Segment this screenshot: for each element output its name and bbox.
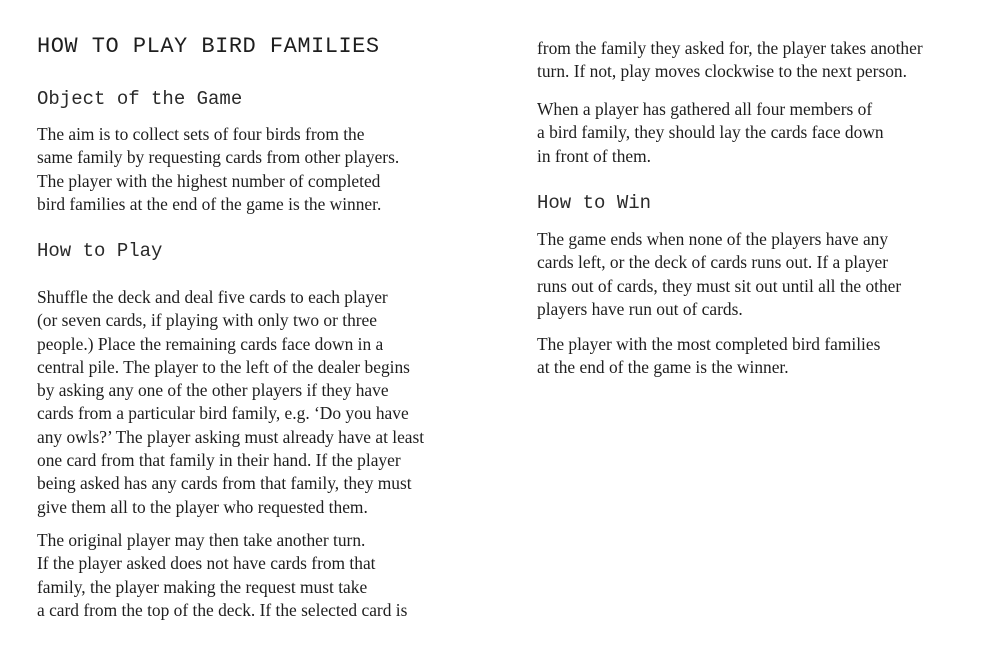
text-line: The original player may then take another turn. xyxy=(37,530,366,550)
text-line: bird families at the end of the game is the winner. xyxy=(37,193,382,214)
paragraph-how-to-play-2 xyxy=(37,529,407,622)
page-title: HOW TO PLAY BIRD FAMILIES xyxy=(37,34,380,59)
text-line: If the player asked does not have cards from that xyxy=(37,553,376,574)
text-line: The player with the highest number of completed xyxy=(37,170,381,191)
text-line: same family by requesting cards from other players. xyxy=(37,147,400,168)
text-line: cards from a particular bird family, e.g. ‘Do you have xyxy=(37,403,409,424)
text-line: by asking any one of the other players if they have xyxy=(37,380,389,401)
text-line: The player with the most completed bird families xyxy=(537,334,881,354)
text-line: When a player has gathered all four members of xyxy=(537,99,873,119)
text-line: any owls?’ The player asking must already have at least xyxy=(37,426,425,447)
text-line: a bird family, they should lay the cards face down xyxy=(537,122,884,143)
heading-object-of-the-game: Object of the Game xyxy=(37,88,243,110)
text-line: players have run out of cards. xyxy=(537,298,743,319)
text-line: The game ends when none of the players have any xyxy=(537,229,889,249)
heading-how-to-win: How to Win xyxy=(537,192,652,214)
text-line: a card from the top of the deck. If the selected card is xyxy=(37,599,408,620)
paragraph-how-to-play-3 xyxy=(537,37,923,84)
text-line: family, the player making the request must take xyxy=(37,576,368,597)
text-line: Shuffle the deck and deal five cards to each player xyxy=(37,287,388,307)
text-line: at the end of the game is the winner. xyxy=(537,357,789,378)
text-line: one card from that family in their hand. If the player xyxy=(37,450,401,471)
paragraph-object xyxy=(37,123,399,216)
text-line: The aim is to collect sets of four birds from the xyxy=(37,124,365,144)
text-line: (or seven cards, if playing with only two or three xyxy=(37,310,377,331)
text-line: turn. If not, play moves clockwise to the next person. xyxy=(537,61,907,82)
text-line: from the family they asked for, the player takes another xyxy=(537,38,923,58)
paragraph-how-to-play-4 xyxy=(537,98,884,168)
text-line: central pile. The player to the left of the dealer begins xyxy=(37,356,410,377)
paragraph-how-to-play-1 xyxy=(37,286,424,519)
paragraph-how-to-win-2 xyxy=(537,333,880,380)
text-line: being asked has any cards from that family, they must xyxy=(37,473,412,494)
text-line: give them all to the player who requested them. xyxy=(37,496,368,517)
heading-how-to-play: How to Play xyxy=(37,240,163,262)
text-line: in front of them. xyxy=(537,145,651,166)
text-line: runs out of cards, they must sit out until all the other xyxy=(537,275,902,296)
paragraph-how-to-win-1 xyxy=(537,228,901,321)
text-line: people.) Place the remaining cards face down in a xyxy=(37,333,384,354)
text-line: cards left, or the deck of cards runs out. If a player xyxy=(537,252,889,273)
